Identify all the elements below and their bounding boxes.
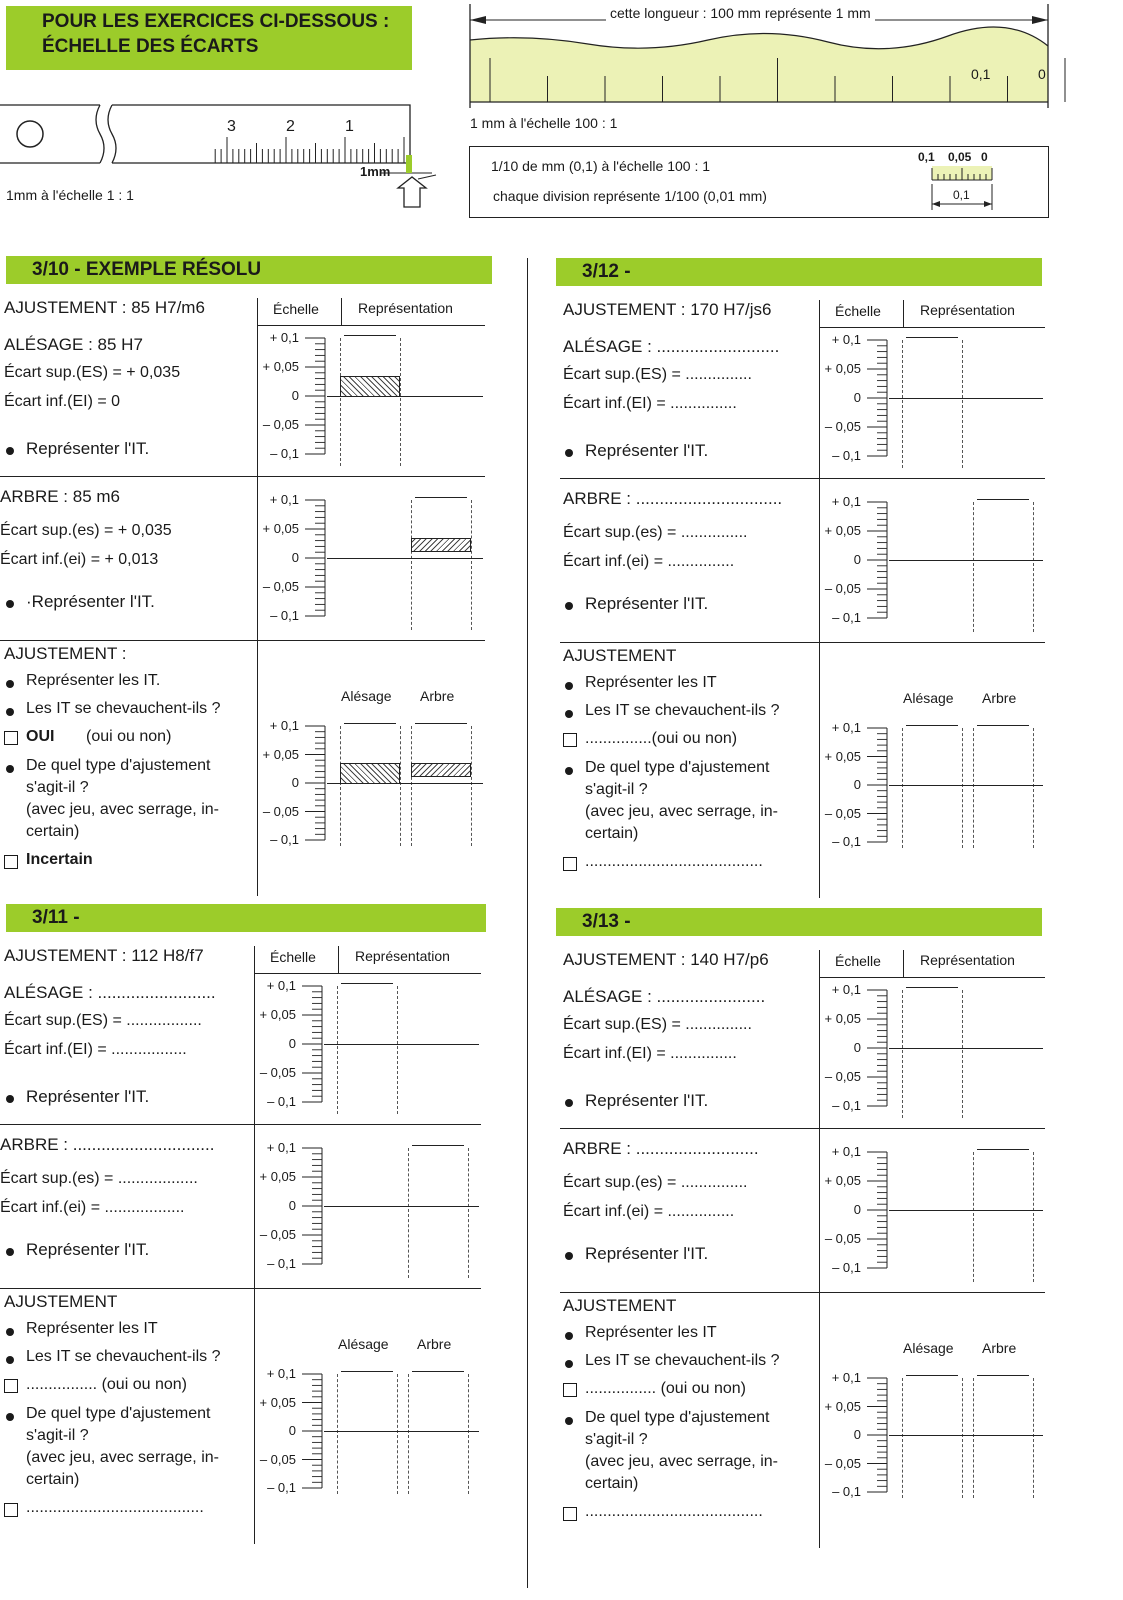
ex313-s2-scale-ruler xyxy=(865,1150,895,1272)
ex312-s2-col-cap xyxy=(977,499,1029,500)
ex310-rep-bullet xyxy=(6,447,14,455)
ex312-s3b-col-line-1 xyxy=(1033,728,1034,848)
ex312-s3b-col-cap xyxy=(977,725,1029,726)
ex313-ei-line: Écart inf.(EI) = ............... xyxy=(563,1045,737,1062)
ex311-ei2-line: Écart inf.(ei) = .................. xyxy=(0,1199,185,1216)
ex313-header-rule xyxy=(819,977,1045,978)
ex312-s1-scale-label-0: + 0,1 xyxy=(831,332,861,347)
ex310-s1-scale-label-3: – 0,05 xyxy=(262,417,299,432)
ex312-a3-answer[interactable]: ........................................ xyxy=(585,853,763,870)
ex313-s3-scale-label-2: 0 xyxy=(853,1427,861,1442)
ex312-s1-scale-ruler xyxy=(865,338,895,460)
ex311-s3-scale-label-1: + 0,05 xyxy=(259,1394,296,1410)
ex311-sep-1 xyxy=(0,1124,481,1125)
ex313-s1-scale-label-0: + 0,1 xyxy=(831,982,861,997)
ex310-s2-scale-label-1: + 0,05 xyxy=(262,521,299,536)
ex311-q3c-line: (avec jeu, avec serrage, in- xyxy=(26,1449,219,1466)
ex313-s1-zero xyxy=(889,1048,1043,1049)
ex311-s2-scale-label-4: – 0,1 xyxy=(267,1256,296,1271)
ex311-s3b-col-line-1 xyxy=(468,1374,469,1494)
ex311-s2-col-line-1 xyxy=(468,1148,469,1278)
ex311-arbre-line: ARBRE : .............................. xyxy=(0,1135,215,1154)
ex313-q3b-line: s'agit-il ? xyxy=(585,1431,648,1448)
ex313-q2-bullet xyxy=(565,1360,573,1368)
ex312-s2-scale-label-2: 0 xyxy=(853,552,861,567)
ex313-s3-alesage-header: Alésage xyxy=(903,1340,954,1356)
ex312-rep-bullet xyxy=(565,449,573,457)
ex312-s3b-col-line-0 xyxy=(973,728,974,848)
ruler-number-2: 2 xyxy=(286,118,295,135)
scale-banner-line1: POUR LES EXERCICES CI-DESSOUS : xyxy=(42,11,390,32)
ex311-s1-scale-label-3: – 0,05 xyxy=(259,1065,296,1080)
ex310-q1-line: Représenter les IT. xyxy=(26,672,161,689)
ex312-s1-scale-label-4: – 0,1 xyxy=(832,448,861,463)
ex311-s3-scale-label-4: – 0,1 xyxy=(267,1480,296,1495)
ex310-a2-checkbox[interactable] xyxy=(4,731,18,745)
ex311-s2-col-line-0 xyxy=(408,1148,409,1278)
ex312-s2-col-line-0 xyxy=(973,502,974,632)
ruler-number-3: 3 xyxy=(227,118,236,135)
ex313-q3-bullet xyxy=(565,1417,573,1425)
ex310-aj2-title: AJUSTEMENT : xyxy=(4,644,127,663)
ex310-ei-line: Écart inf.(EI) = 0 xyxy=(4,393,121,410)
ex312-s3-col-line-0 xyxy=(902,728,903,848)
ex311-q3b-line: s'agit-il ? xyxy=(26,1427,89,1444)
ex312-q1-bullet xyxy=(565,682,573,690)
ex311-s1-col-cap xyxy=(341,983,393,984)
ex313-rep-line: Représenter l'IT. xyxy=(585,1091,709,1110)
ex311-s3-scale-label-3: – 0,05 xyxy=(259,1451,296,1467)
ex310-s3-scale-label-0: + 0,1 xyxy=(269,718,299,733)
ex312-rep-line: Représenter l'IT. xyxy=(585,441,709,460)
ex313-rep2-line: Représenter l'IT. xyxy=(585,1244,709,1263)
ex313-q3d-line: certain) xyxy=(585,1475,639,1492)
ex311-s3-zero xyxy=(324,1431,479,1432)
ex311-s3b-col-line-0 xyxy=(408,1374,409,1494)
ex313-s1-scale-label-1: + 0,05 xyxy=(824,1011,861,1026)
division-info-line2: chaque division représente 1/100 (0,01 mm) xyxy=(493,188,767,204)
ex313-s3-scale-label-0: + 0,1 xyxy=(831,1370,861,1385)
ex311-header-rule xyxy=(254,973,481,974)
ex310-s2-col-line-1 xyxy=(471,500,472,630)
ex312-s2-col-line-1 xyxy=(1033,502,1034,632)
ex312-s1-scale-label-1: + 0,05 xyxy=(824,361,861,376)
ex313-header-sep xyxy=(903,950,904,977)
ex312-sep-2 xyxy=(560,642,1045,643)
ex312-s3-zero xyxy=(889,785,1043,786)
ex313-s3b-col-cap xyxy=(977,1375,1029,1376)
ex310-s3b-col-line-0 xyxy=(411,726,412,846)
ex313-header-echelle: Échelle xyxy=(835,953,881,969)
ex313-s2-scale-label-3: – 0,05 xyxy=(824,1231,861,1246)
ex312-a2-checkbox[interactable] xyxy=(563,733,577,747)
ex313-ei2-line: Écart inf.(ei) = ............... xyxy=(563,1203,735,1220)
ex310-s2-scale-label-0: + 0,1 xyxy=(269,492,299,507)
ex310-s3-scale-label-4: – 0,1 xyxy=(270,832,299,847)
ex310-header-rule xyxy=(257,325,485,326)
ex311-rep2-bullet xyxy=(6,1248,14,1256)
ex311-s1-scale-label-1: + 0,05 xyxy=(259,1007,296,1022)
ex312-q3d-line: certain) xyxy=(585,825,639,842)
ex311-s2-scale-ruler xyxy=(300,1146,330,1268)
ex311-q3d-line: certain) xyxy=(26,1471,80,1488)
ex312-s3-scale-label-3: – 0,05 xyxy=(824,805,861,821)
ex311-s2-col-cap xyxy=(412,1145,464,1146)
ex311-s3-scale-label-2: 0 xyxy=(288,1423,296,1438)
ex310-q1-bullet xyxy=(6,680,14,688)
ex312-q3-bullet xyxy=(565,767,573,775)
ex313-s1-col-line-1 xyxy=(962,990,963,1118)
ex312-q3b-line: s'agit-il ? xyxy=(585,781,648,798)
ex312-ajustement-title: AJUSTEMENT : 170 H7/js6 xyxy=(563,300,772,319)
ex311-s2-scale-label-2: 0 xyxy=(288,1198,296,1213)
ex312-s1-col-line-1 xyxy=(962,340,963,468)
ex310-header-sep xyxy=(341,298,342,325)
ex313-s3-col-line-0 xyxy=(902,1378,903,1498)
ex311-s3-scale-label-0: + 0,1 xyxy=(266,1366,296,1381)
ex312-ei-line: Écart inf.(EI) = ............... xyxy=(563,395,737,412)
ex310-sep-2 xyxy=(0,640,485,641)
ex313-chart-rule xyxy=(819,950,820,1548)
ex310-rep2-line: ·Représenter l'IT. xyxy=(26,592,155,611)
ex313-sep-2 xyxy=(560,1292,1045,1293)
ex313-alesage-line: ALÉSAGE : ....................... xyxy=(563,987,766,1006)
ex311-rep-line: Représenter l'IT. xyxy=(26,1087,150,1106)
ex312-header-sep xyxy=(903,300,904,327)
ex312-sep-1 xyxy=(560,478,1045,479)
ex310-s1-col-cap xyxy=(344,335,396,336)
ex310-s3-alesage-header: Alésage xyxy=(341,688,392,704)
magnified-label-0-1: 0,1 xyxy=(971,66,991,82)
ex312-q3c-line: (avec jeu, avec serrage, in- xyxy=(585,803,778,820)
ex310-s2-col-line-0 xyxy=(411,500,412,630)
ex313-q2-line: Les IT se chevauchent-ils ? xyxy=(585,1352,780,1369)
ex312-q1-line: Représenter les IT xyxy=(585,674,717,691)
ex313-s1-scale-label-2: 0 xyxy=(853,1040,861,1055)
ex310-a3-answer: Incertain xyxy=(26,851,93,868)
ex311-rep2-line: Représenter l'IT. xyxy=(26,1240,150,1259)
ex311-header-representation: Représentation xyxy=(355,948,450,964)
ex311-s1-col-line-1 xyxy=(397,986,398,1114)
ex310-s3-col-cap xyxy=(344,723,396,724)
ex313-a2-checkbox[interactable] xyxy=(563,1383,577,1397)
ex310-s3-arbre-header: Arbre xyxy=(420,688,455,704)
ex313-s3-scale-label-3: – 0,05 xyxy=(824,1455,861,1471)
ex310-q2-line: Les IT se chevauchent-ils ? xyxy=(26,700,221,717)
ex312-es-line: Écart sup.(ES) = ............... xyxy=(563,366,752,383)
ex312-rep2-bullet xyxy=(565,602,573,610)
ex313-s3-col-cap xyxy=(906,1375,958,1376)
ex311-q1-bullet xyxy=(6,1328,14,1336)
ex312-aj2-title: AJUSTEMENT xyxy=(563,646,677,665)
ex311-ei-line: Écart inf.(EI) = ................. xyxy=(4,1041,187,1058)
ex312-q3a-line: De quel type d'ajustement xyxy=(585,759,770,776)
ex312-header-representation: Représentation xyxy=(920,302,1015,318)
ex312-s3-scale-label-4: – 0,1 xyxy=(832,834,861,849)
ex311-aj2-title: AJUSTEMENT xyxy=(4,1292,118,1311)
ex311-s3b-col-cap xyxy=(412,1371,464,1372)
ex310-s3-scale-label-3: – 0,05 xyxy=(262,803,299,819)
ex313-a3-checkbox[interactable] xyxy=(563,1507,577,1521)
ex312-s2-scale-label-0: + 0,1 xyxy=(831,494,861,509)
ex313-a2-answer[interactable]: ................ (oui ou non) xyxy=(585,1380,746,1397)
ex312-s2-zero xyxy=(889,560,1043,561)
ex313-s2-col-line-0 xyxy=(973,1152,974,1282)
ex310-q3d-line: certain) xyxy=(26,823,80,840)
ex313-s1-col-line-0 xyxy=(902,990,903,1118)
ex313-ajustement-title: AJUSTEMENT : 140 H7/p6 xyxy=(563,950,769,969)
ex311-header-sep xyxy=(338,946,339,973)
ex313-header-representation: Représentation xyxy=(920,952,1015,968)
ex310-s2-zero xyxy=(327,558,483,559)
ex311-a3-answer[interactable]: ........................................ xyxy=(26,1499,204,1516)
ex310-chart-rule xyxy=(257,298,258,896)
ex310-s1-col-line-0 xyxy=(340,338,341,466)
ex311-s1-scale-label-4: – 0,1 xyxy=(267,1094,296,1109)
ex312-s3-arbre-header: Arbre xyxy=(982,690,1017,706)
ex310-s2-arbre-it xyxy=(411,538,471,552)
ex310-q2-bullet xyxy=(6,708,14,716)
ex312-header-echelle: Échelle xyxy=(835,303,881,319)
ex313-s3-zero xyxy=(889,1435,1043,1436)
ex311-ajustement-title: AJUSTEMENT : 112 H8/f7 xyxy=(4,946,204,965)
ex310-q3c-line: (avec jeu, avec serrage, in- xyxy=(26,801,219,818)
ex310-alesage-line: ALÉSAGE : 85 H7 xyxy=(4,335,143,354)
ex310-s1-scale-label-2: 0 xyxy=(291,388,299,403)
ex311-es-line: Écart sup.(ES) = ................. xyxy=(4,1012,202,1029)
ex313-s2-scale-label-4: – 0,1 xyxy=(832,1260,861,1275)
ex311-s2-scale-label-1: + 0,05 xyxy=(259,1169,296,1184)
ex311-s3-col-cap xyxy=(341,1371,393,1372)
ex313-s1-scale-label-3: – 0,05 xyxy=(824,1069,861,1084)
ex312-s2-scale-label-1: + 0,05 xyxy=(824,523,861,538)
ex311-a2-checkbox[interactable] xyxy=(4,1379,18,1393)
ex311-s3-col-line-1 xyxy=(397,1374,398,1494)
ex310-header-echelle: Échelle xyxy=(273,301,319,317)
ex310-s1-col-line-1 xyxy=(400,338,401,466)
ex313-s3-col-line-1 xyxy=(962,1378,963,1498)
ex310-s3-scale-label-2: 0 xyxy=(291,775,299,790)
scale-100-1-label: 1 mm à l'échelle 100 : 1 xyxy=(470,115,618,131)
ex310-s3-scale-label-1: + 0,05 xyxy=(262,746,299,762)
ex311-s1-scale-label-2: 0 xyxy=(288,1036,296,1051)
ex311-alesage-line: ALÉSAGE : ......................... xyxy=(4,983,216,1002)
ex312-s3-scale-label-2: 0 xyxy=(853,777,861,792)
ex312-rep2-line: Représenter l'IT. xyxy=(585,594,709,613)
ex311-s2-zero xyxy=(324,1206,479,1207)
ex313-q1-bullet xyxy=(565,1332,573,1340)
ex313-banner-title: 3/13 - xyxy=(582,911,631,932)
ex313-arbre-line: ARBRE : .......................... xyxy=(563,1139,759,1158)
ex311-sep-2 xyxy=(0,1288,481,1289)
ex312-es2-line: Écart sup.(es) = ............... xyxy=(563,524,748,541)
ex310-s2-scale-label-3: – 0,05 xyxy=(262,579,299,594)
ex310-rep-line: Représenter l'IT. xyxy=(26,439,150,458)
ex311-q2-bullet xyxy=(6,1356,14,1364)
ex313-s2-scale-label-1: + 0,05 xyxy=(824,1173,861,1188)
longueur-note: cette longueur : 100 mm représente 1 mm xyxy=(606,5,875,21)
ex310-s1-scale-label-4: – 0,1 xyxy=(270,446,299,461)
ex312-q2-line: Les IT se chevauchent-ils ? xyxy=(585,702,780,719)
ex310-es-line: Écart sup.(ES) = + 0,035 xyxy=(4,364,181,381)
ex313-s2-zero xyxy=(889,1210,1043,1211)
ex310-q3a-line: De quel type d'ajustement xyxy=(26,757,211,774)
ex313-s2-scale-label-0: + 0,1 xyxy=(831,1144,861,1159)
ex311-s1-scale-label-0: + 0,1 xyxy=(266,978,296,993)
ex313-s3b-col-line-1 xyxy=(1033,1378,1034,1498)
ex313-q1-line: Représenter les IT xyxy=(585,1324,717,1341)
ex313-s3-scale-label-1: + 0,05 xyxy=(824,1398,861,1414)
ex311-header-echelle: Échelle xyxy=(270,949,316,965)
scale-1-1-label: 1mm à l'échelle 1 : 1 xyxy=(6,187,134,203)
ex313-s1-scale-ruler xyxy=(865,988,895,1110)
division-info-line1: 1/10 de mm (0,1) à l'échelle 100 : 1 xyxy=(491,158,711,174)
ex313-s3b-col-line-0 xyxy=(973,1378,974,1498)
ex313-q3a-line: De quel type d'ajustement xyxy=(585,1409,770,1426)
ex310-arbre-line: ARBRE : 85 m6 xyxy=(0,487,120,506)
scale-banner-line2: ÉCHELLE DES ÉCARTS xyxy=(42,36,259,57)
ex310-ei2-line: Écart inf.(ei) = + 0,013 xyxy=(0,551,159,568)
ex312-s1-scale-label-3: – 0,05 xyxy=(824,419,861,434)
mini-label-0-05: 0,05 xyxy=(948,150,972,164)
ex311-s3-arbre-header: Arbre xyxy=(417,1336,452,1352)
ex311-s2-scale-label-3: – 0,05 xyxy=(259,1227,296,1242)
ex311-banner-title: 3/11 - xyxy=(32,907,80,928)
ex310-rep2-bullet xyxy=(6,600,14,608)
ex312-chart-rule xyxy=(819,300,820,898)
ex312-s3-scale-label-0: + 0,1 xyxy=(831,720,861,735)
mini-label-0-1: 0,1 xyxy=(918,150,935,164)
ex311-s2-scale-label-0: + 0,1 xyxy=(266,1140,296,1155)
ex311-s3-alesage-header: Alésage xyxy=(338,1336,389,1352)
ex310-ajustement-title: AJUSTEMENT : 85 H7/m6 xyxy=(4,298,205,317)
ex311-q3-bullet xyxy=(6,1413,14,1421)
ex312-s3-alesage-header: Alésage xyxy=(903,690,954,706)
ex311-s3-col-line-0 xyxy=(337,1374,338,1494)
ex310-s3-col-line-0 xyxy=(340,726,341,846)
ex311-s3-scale-ruler xyxy=(300,1372,330,1492)
ex310-a2-hint: (oui ou non) xyxy=(86,728,172,745)
ex312-q2-bullet xyxy=(565,710,573,718)
ex312-banner-title: 3/12 - xyxy=(582,261,631,282)
ex310-s3-alesage-it xyxy=(340,763,400,784)
ex311-s1-zero xyxy=(324,1044,479,1045)
ex312-s1-col-line-0 xyxy=(902,340,903,468)
ex310-q3-bullet xyxy=(6,765,14,773)
ex312-header-rule xyxy=(819,327,1045,328)
ex310-s3-scale-ruler xyxy=(303,724,333,844)
ex312-a3-checkbox[interactable] xyxy=(563,857,577,871)
ex313-rep-bullet xyxy=(565,1099,573,1107)
ex311-s1-scale-ruler xyxy=(300,984,330,1106)
ex312-a2-answer[interactable]: ...............(oui ou non) xyxy=(585,730,738,747)
ex310-s2-scale-label-2: 0 xyxy=(291,550,299,565)
ex313-q3c-line: (avec jeu, avec serrage, in- xyxy=(585,1453,778,1470)
ex310-a2-answer: OUI xyxy=(26,728,55,745)
ex312-arbre-line: ARBRE : ............................... xyxy=(563,489,783,508)
ex310-s3-arbre-it xyxy=(411,763,471,777)
ex311-q3a-line: De quel type d'ajustement xyxy=(26,1405,211,1422)
ex313-s2-scale-label-2: 0 xyxy=(853,1202,861,1217)
ex310-sep-1 xyxy=(0,476,485,477)
ex310-es2-line: Écart sup.(es) = + 0,035 xyxy=(0,522,172,539)
ex313-es2-line: Écart sup.(es) = ............... xyxy=(563,1174,748,1191)
column-divider xyxy=(527,258,528,1588)
ex311-q2-line: Les IT se chevauchent-ils ? xyxy=(26,1348,221,1365)
mini-dimension-label: 0,1 xyxy=(953,188,970,202)
ex312-s2-scale-label-4: – 0,1 xyxy=(832,610,861,625)
magnified-label-0: 0 xyxy=(1038,66,1046,82)
ex311-chart-rule xyxy=(254,946,255,1544)
ex313-rep2-bullet xyxy=(565,1252,573,1260)
ex313-s3-arbre-header: Arbre xyxy=(982,1340,1017,1356)
ex310-s2-scale-ruler xyxy=(303,498,333,620)
ex311-q1-line: Représenter les IT xyxy=(26,1320,158,1337)
ex311-rep-bullet xyxy=(6,1095,14,1103)
ex310-q3b-line: s'agit-il ? xyxy=(26,779,89,796)
ex311-es2-line: Écart sup.(es) = .................. xyxy=(0,1170,198,1187)
ex313-s3-scale-ruler xyxy=(865,1376,895,1496)
ex311-a2-answer[interactable]: ................ (oui ou non) xyxy=(26,1376,187,1393)
ex312-s3-scale-label-1: + 0,05 xyxy=(824,748,861,764)
ex312-s3-scale-ruler xyxy=(865,726,895,846)
ex313-aj2-title: AJUSTEMENT xyxy=(563,1296,677,1315)
ex313-s1-col-cap xyxy=(906,987,958,988)
ex310-header-representation: Représentation xyxy=(358,300,453,316)
ex310-s1-alesage-it xyxy=(340,376,400,397)
ruler-1mm-label: 1mm xyxy=(360,164,391,179)
ex310-s3b-col-cap xyxy=(415,723,467,724)
ex311-s1-col-line-0 xyxy=(337,986,338,1114)
ex310-a3-checkbox[interactable] xyxy=(4,855,18,869)
ex310-s3-col-line-1 xyxy=(400,726,401,846)
ex310-s1-scale-ruler xyxy=(303,336,333,458)
ex312-s3-col-line-1 xyxy=(962,728,963,848)
ex310-s2-scale-label-4: – 0,1 xyxy=(270,608,299,623)
ex312-ei2-line: Écart inf.(ei) = ............... xyxy=(563,553,735,570)
ex312-s3-col-cap xyxy=(906,725,958,726)
ex310-s3b-col-line-1 xyxy=(471,726,472,846)
ex312-s2-scale-ruler xyxy=(865,500,895,622)
ex310-s2-col-cap xyxy=(415,497,467,498)
ex310-s1-scale-label-1: + 0,05 xyxy=(262,359,299,374)
ex312-s1-col-cap xyxy=(906,337,958,338)
ex310-s1-scale-label-0: + 0,1 xyxy=(269,330,299,345)
ex312-s1-zero xyxy=(889,398,1043,399)
ex313-es-line: Écart sup.(ES) = ............... xyxy=(563,1016,752,1033)
ex311-a3-checkbox[interactable] xyxy=(4,1503,18,1517)
ex313-s1-scale-label-4: – 0,1 xyxy=(832,1098,861,1113)
ex312-alesage-line: ALÉSAGE : .......................... xyxy=(563,337,780,356)
ex310-banner-title: 3/10 - EXEMPLE RÉSOLU xyxy=(32,259,262,280)
ex312-s2-scale-label-3: – 0,05 xyxy=(824,581,861,596)
ex313-s2-col-line-1 xyxy=(1033,1152,1034,1282)
ex312-s1-scale-label-2: 0 xyxy=(853,390,861,405)
mini-label-0: 0 xyxy=(981,150,988,164)
ex313-s3-scale-label-4: – 0,1 xyxy=(832,1484,861,1499)
ex313-sep-1 xyxy=(560,1128,1045,1129)
ruler-number-1: 1 xyxy=(345,118,354,135)
ex313-s2-col-cap xyxy=(977,1149,1029,1150)
ex313-a3-answer[interactable]: ........................................ xyxy=(585,1503,763,1520)
